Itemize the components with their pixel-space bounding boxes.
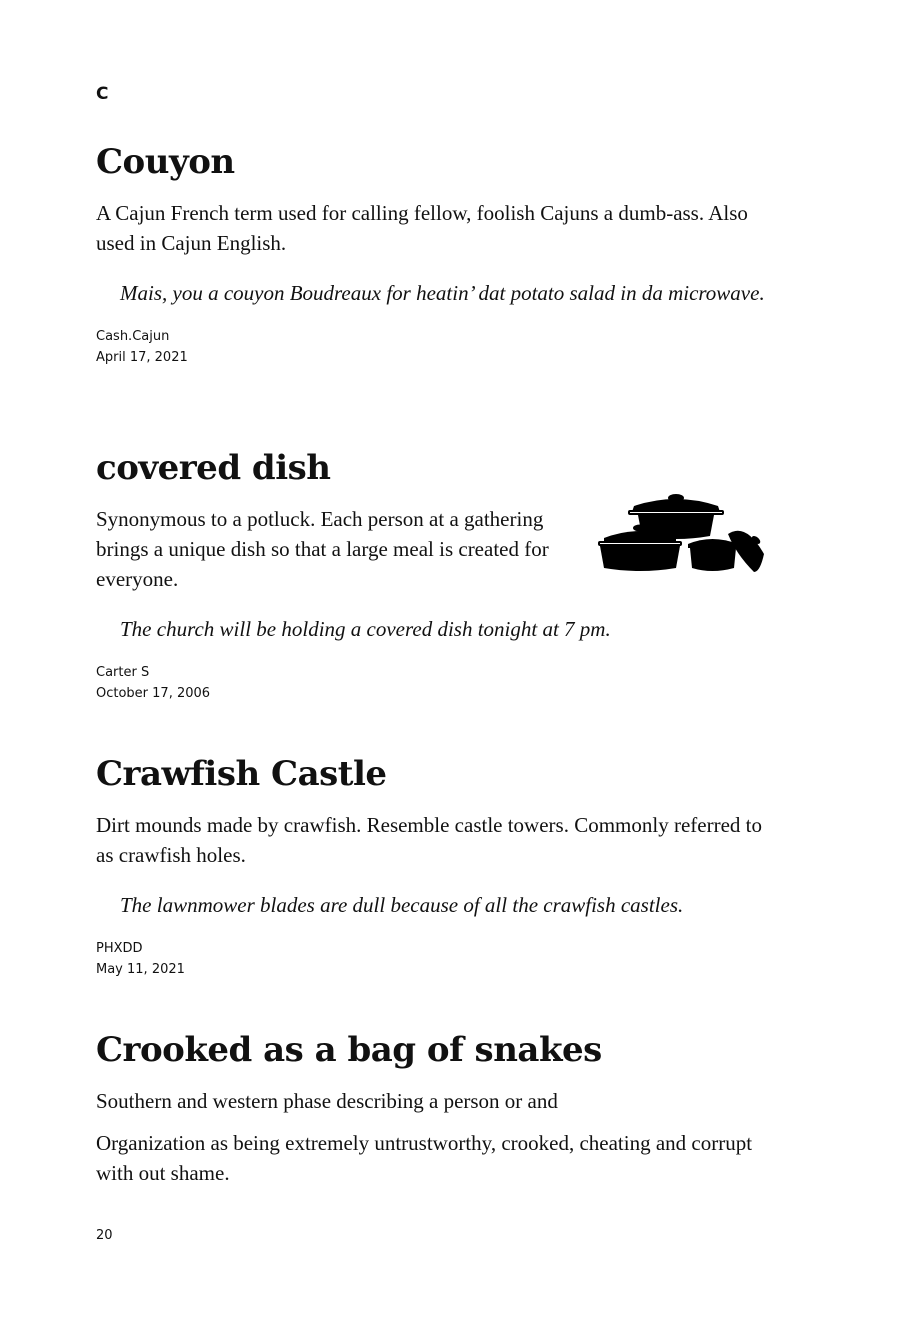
entry-date: October 17, 2006 [96, 686, 211, 701]
entry-example: The church will be holding a covered dish tonight at 7 pm. [120, 617, 611, 641]
entry-date: May 11, 2021 [96, 962, 185, 977]
entry-definition-continued: Organization as being extremely untrustworthy, crooked, cheating and corrupt with out shame. [96, 1131, 753, 1185]
entry-term: Crawfish Castle [96, 754, 387, 794]
entry-crawfish-castle [96, 754, 776, 980]
entry-date: April 17, 2021 [96, 350, 188, 365]
entry-author: Carter S [96, 665, 150, 680]
entry-meta [96, 662, 776, 704]
entry-couyon [96, 142, 776, 368]
entry-author: PHXDD [96, 941, 143, 956]
entry-meta [96, 938, 776, 980]
entry-crooked-as-a-bag-of-snakes [96, 1030, 776, 1188]
entry-term: Couyon [96, 142, 235, 182]
covered-pots-icon [596, 484, 768, 576]
entry-definition: Synonymous to a potluck. Each person at a gathering brings a unique dish so that a large meal is created for everyone. [96, 507, 549, 591]
entry-meta [96, 326, 776, 368]
definition-with-image [96, 488, 776, 594]
entry-covered-dish [96, 448, 776, 704]
entry-definition: Southern and western phase describing a person or and [96, 1089, 558, 1113]
section-letter: C [96, 84, 109, 104]
entry-definition: A Cajun French term used for calling fellow, foolish Cajuns a dumb-ass. Also used in Cajun English. [96, 201, 748, 255]
page-number: 20 [96, 1228, 113, 1243]
entry-term: Crooked as a bag of snakes [96, 1030, 602, 1070]
entry-example: The lawnmower blades are dull because of all the crawfish castles. [120, 893, 684, 917]
entry-author: Cash.Cajun [96, 329, 170, 344]
entry-term: covered dish [96, 448, 331, 488]
entry-definition: Dirt mounds made by crawfish. Resemble castle towers. Commonly referred to as crawfish holes. [96, 813, 762, 867]
entry-example: Mais, you a couyon Boudreaux for heatin’ dat potato salad in da microwave. [120, 281, 765, 305]
